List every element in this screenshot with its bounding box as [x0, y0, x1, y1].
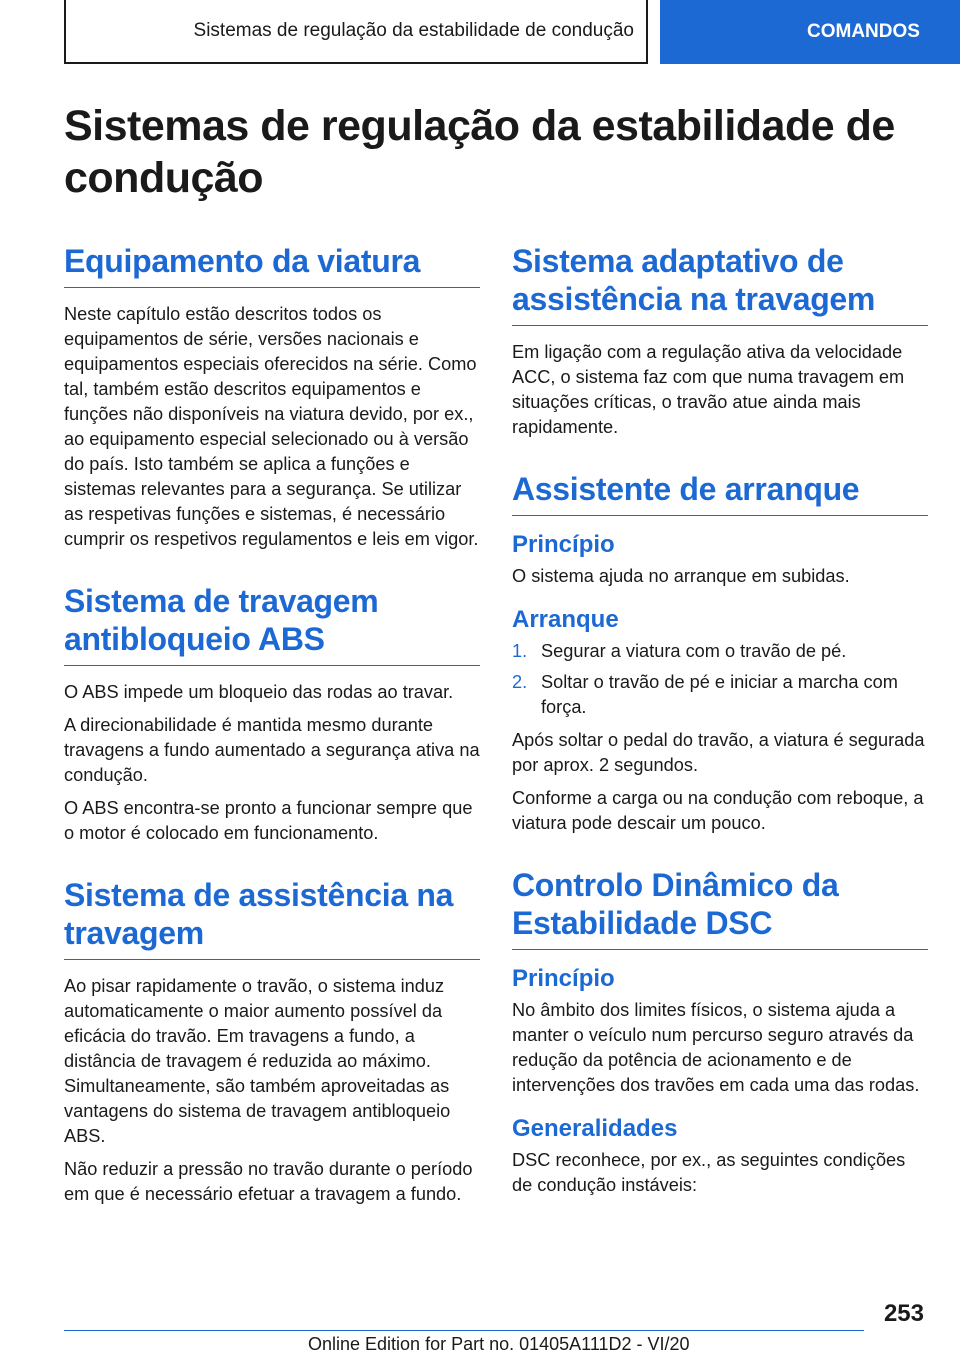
step-text: Segurar a viatura com o travão de pé. — [541, 641, 847, 661]
chapter-title: Sistemas de regulação da estabilidade de condução — [193, 20, 634, 41]
paragraph: Não reduzir a pressão no travão durante o período em que é necessário efetuar a travagem a fundo. — [64, 1159, 473, 1204]
subsection-title: Princípio — [512, 965, 615, 992]
paragraph: O sistema ajuda no arranque em subidas. — [512, 566, 850, 586]
section-assistencia — [64, 876, 480, 1207]
page-number: 253 — [883, 1300, 924, 1327]
footer-divider — [64, 1330, 864, 1331]
subsection-principio — [512, 530, 928, 589]
section-title: Equipamento da viatura — [64, 242, 480, 288]
subsection-title: Arranque — [512, 606, 619, 633]
subsection-title: Generalidades — [512, 1115, 678, 1142]
section-title: Sistema adaptativo de assistência na travagem — [512, 242, 928, 326]
paragraph: DSC reconhece, por ex., as seguintes condições de condução instáveis: — [512, 1150, 906, 1195]
step-text: Soltar o travão de pé e iniciar a marcha com força. — [541, 672, 898, 717]
list-item — [512, 670, 928, 720]
section-title: Sistema de travagem antibloqueio ABS — [64, 582, 480, 666]
section-tab-label: COMANDOS — [807, 21, 920, 42]
right-column — [512, 242, 928, 1228]
section-tab — [660, 0, 960, 64]
section-equipamento — [64, 242, 480, 552]
paragraph: Ao pisar rapidamente o travão, o sistema induz automaticamente o maior aumento possível da eficácia do travão. Em travagens a fundo, a distância de travagem é reduzida ao máximo. Simultaneamente, são também aproveitadas as vantagens do sistema de travagem antibloqueio ABS. — [64, 976, 451, 1146]
subsection-title: Princípio — [512, 531, 615, 558]
subsection-arranque — [512, 605, 928, 836]
page-title: Sistemas de regulação da estabilidade de condução — [64, 102, 895, 202]
left-column — [64, 242, 480, 1237]
paragraph: Em ligação com a regulação ativa da velocidade ACC, o sistema faz com que numa travagem em situações críticas, o travão atue ainda mais rapidamente. — [512, 342, 905, 437]
steps-list — [512, 639, 928, 720]
section-title: Sistema de assistência na travagem — [64, 876, 480, 960]
footer-edition: Online Edition for Part no. 01405A111D2 - VI/20 — [308, 1334, 690, 1354]
paragraph: O ABS impede um bloqueio das rodas ao travar. — [64, 682, 454, 702]
subsection-principio — [512, 964, 928, 1098]
section-title: Assistente de arranque — [512, 470, 928, 516]
section-abs — [64, 582, 480, 846]
step-number: 2. — [512, 672, 528, 692]
section-adaptativo — [512, 242, 928, 440]
paragraph: O ABS encontra-se pronto a funcionar sempre que o motor é colocado em funcionamento. — [64, 798, 473, 843]
paragraph: Conforme a carga ou na condução com reboque, a viatura pode descair um pouco. — [512, 788, 924, 833]
step-number: 1. — [512, 641, 528, 661]
section-arranque — [512, 470, 928, 836]
subsection-generalidades — [512, 1114, 928, 1198]
paragraph: No âmbito dos limites físicos, o sistema ajuda a manter o veículo num percurso seguro através da redução da potência de acionamento e de intervenções dos travões em cada uma das rodas. — [512, 1000, 920, 1095]
paragraph: A direcionabilidade é mantida mesmo durante travagens a fundo aumentado a segurança ativa na condução. — [64, 715, 480, 785]
paragraph: Neste capítulo estão descritos todos os equipamentos de série, versões nacionais e equipamentos especiais oferecidos na série. Como tal, também estão descritos equipamentos e funções não disponíveis na viatura devido, por ex., ao equipamento especial selecionado ou à versão do país. Isto também se aplica a funções e sistemas relevantes para a segurança. Se utilizar as respetivas funções e sistemas, é necessário cumprir os respetivos regulamentos e leis em vigor. — [64, 304, 479, 549]
chapter-header — [64, 0, 648, 64]
section-title: Controlo Dinâmico da Estabilidade DSC — [512, 866, 928, 950]
section-dsc — [512, 866, 928, 1198]
paragraph: Após soltar o pedal do travão, a viatura é segurada por aprox. 2 segundos. — [512, 730, 925, 775]
list-item — [512, 639, 928, 664]
